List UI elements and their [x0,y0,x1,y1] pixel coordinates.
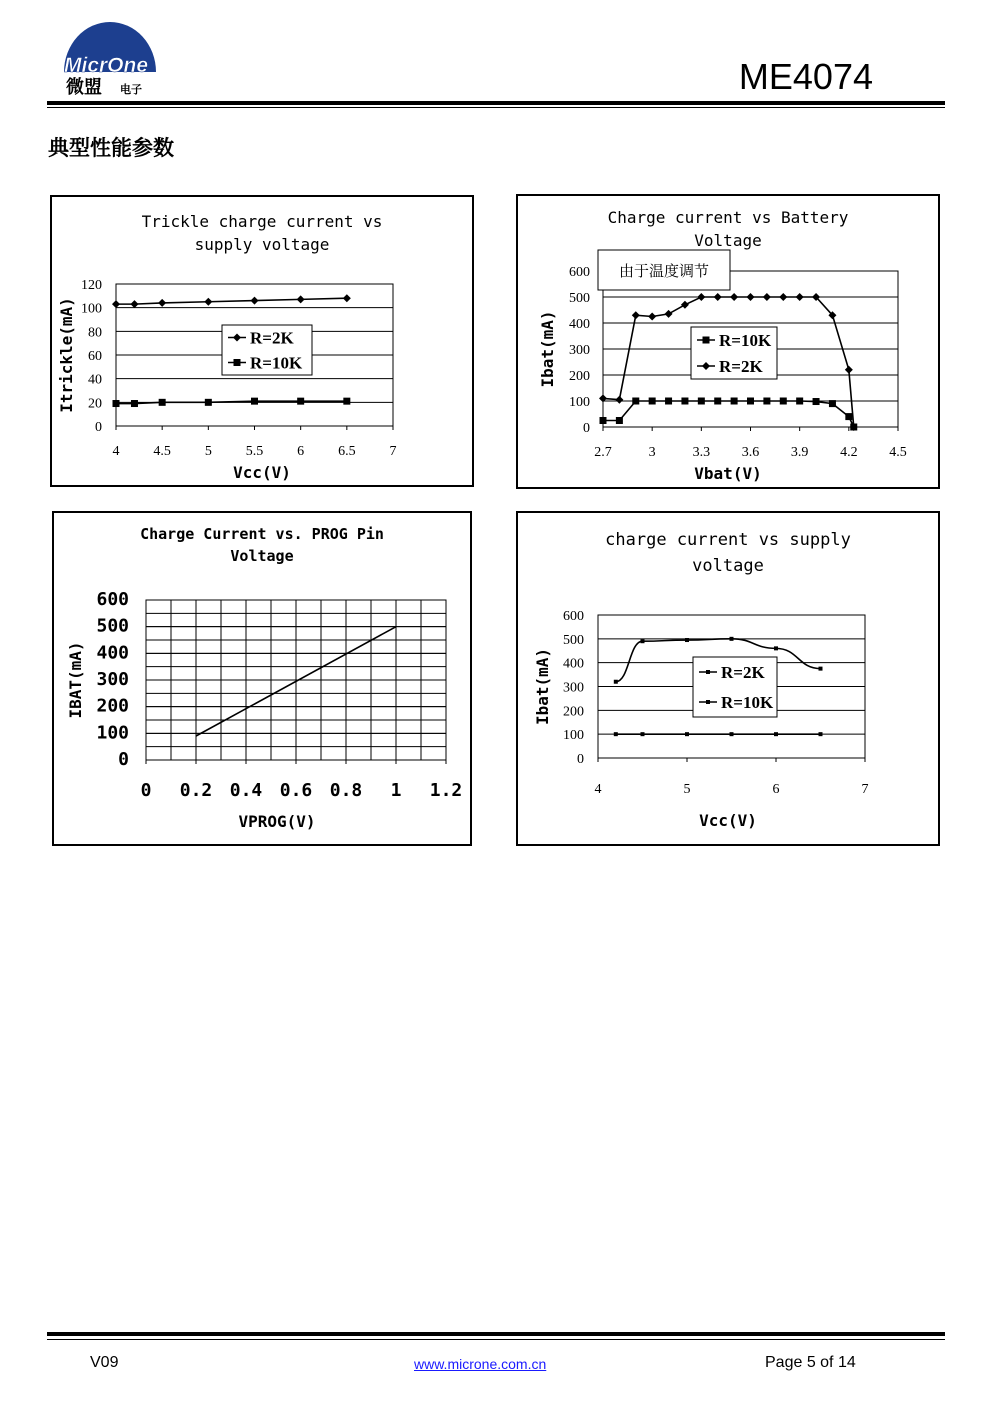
chart-prog [54,513,470,844]
data-point [297,398,304,405]
x-tick-label: 1.2 [429,780,463,801]
footer-version: V09 [90,1354,119,1371]
chart-title: voltage [692,556,764,576]
chart-trickle [52,197,472,485]
y-tick-label: 600 [96,589,129,610]
y-tick-label: 500 [563,632,584,648]
chart-title: charge current vs supply [605,530,851,550]
x-tick-label: 4.5 [889,445,907,460]
data-point [600,417,607,424]
data-point [641,732,645,736]
legend-swatch-marker [706,670,710,674]
footer-url-link[interactable]: www.microne.com.cn [414,1356,547,1372]
y-tick-label: 120 [81,278,102,293]
legend-swatch-marker [234,359,241,366]
y-axis-label: Ibat(mA) [538,310,557,388]
y-tick-label: 100 [96,722,129,744]
y-tick-label: 0 [118,749,129,770]
data-point [343,398,350,405]
x-tick-label: 0.4 [229,780,263,801]
data-point [763,293,771,301]
x-tick-label: 4 [594,782,602,797]
x-tick-label: 3.3 [692,445,711,460]
chart-title: Voltage [694,231,762,250]
data-point [780,398,787,405]
y-tick-label: 600 [569,265,590,280]
data-point [774,646,778,650]
x-tick-label: 0.2 [179,780,213,801]
y-tick-label: 300 [563,680,584,696]
x-tick-label: 3.6 [741,445,760,460]
chart-title: Voltage [230,547,294,565]
logo-text-cn: 微盟 [66,77,102,98]
x-tick-label: 6.5 [338,444,356,459]
header-rule [47,101,945,105]
series-line [116,298,347,304]
x-tick-label: 3.9 [790,445,809,460]
data-point [681,301,689,309]
data-point [681,398,688,405]
data-point [665,310,673,318]
logo-text-cn-small: 电子 [120,83,142,96]
x-tick-label: 5 [204,444,212,459]
chart-panel-battery [516,194,940,489]
chart-supply [518,513,938,844]
y-tick-label: 20 [88,396,102,412]
x-tick-label: 4.5 [153,444,171,459]
footer-page-number: Page 5 of 14 [765,1354,856,1371]
x-tick-label: 1 [390,780,402,801]
x-tick-label: 6 [297,444,305,459]
data-point [131,400,138,407]
x-tick-label: 4.2 [840,445,858,460]
data-point [649,398,656,405]
data-point [774,732,778,736]
y-tick-label: 0 [95,420,102,435]
y-axis-label: IBAT(mA) [66,641,85,719]
document-title: ME4074 [738,56,873,97]
data-point [158,299,166,307]
data-point [648,313,656,321]
data-point [112,300,120,308]
data-point [845,413,852,420]
y-tick-label: 300 [569,343,590,358]
y-tick-label: 40 [88,372,102,388]
data-point [698,398,705,405]
data-point [730,637,734,641]
y-tick-label: 200 [569,369,590,384]
data-point [297,295,305,303]
x-axis-label: Vcc(V) [699,811,757,830]
data-point [113,400,120,407]
chart-title: Charge current vs Battery [607,208,849,227]
legend-swatch-marker [703,337,710,344]
legend-label: R=10K [250,353,303,373]
data-point [665,398,672,405]
y-tick-label: 500 [96,615,129,637]
data-point [614,680,618,684]
data-point [205,399,212,406]
data-point [616,417,623,424]
legend-label: R=10K [721,693,774,712]
data-point [615,396,623,404]
data-point [796,398,803,405]
y-tick-label: 600 [563,609,584,624]
x-axis-label: Vbat(V) [694,464,762,483]
y-tick-label: 400 [569,317,590,332]
data-point [813,398,820,405]
y-tick-label: 200 [96,695,129,717]
legend-label: R=2K [250,328,294,348]
x-tick-label: 7 [861,782,869,797]
data-point [730,732,734,736]
annotation-text: 由于温度调节 [618,262,710,280]
data-point [159,399,166,406]
y-tick-label: 100 [81,301,102,317]
footer-rule [47,1332,945,1336]
y-tick-label: 100 [569,395,590,410]
legend-label: R=2K [719,357,763,376]
data-point [632,398,639,405]
data-point [641,639,645,643]
chart-battery [518,196,938,487]
chart-title: Charge Current vs. PROG Pin [140,525,384,543]
data-point [685,638,689,642]
data-point [251,398,258,405]
x-axis-label: Vcc(V) [233,463,291,482]
y-axis-label: Ibat(mA) [533,647,552,726]
y-tick-label: 0 [577,752,584,767]
logo-text-en: MicrOne [64,54,149,77]
y-tick-label: 200 [563,704,584,720]
data-point [796,293,804,301]
x-tick-label: 0.8 [329,780,363,801]
data-point [747,398,754,405]
data-point [130,300,138,308]
data-point [747,293,755,301]
chart-title: Trickle charge current vs [141,212,383,231]
data-point [845,366,853,374]
footer-rule-thin [47,1339,945,1340]
header-rule-thin [47,107,945,108]
x-tick-label: 2.7 [594,445,612,460]
x-tick-label: 3 [648,445,656,460]
data-point [251,297,259,305]
x-tick-label: 0.6 [279,780,313,801]
data-point [685,732,689,736]
data-point [819,667,823,671]
data-point [763,398,770,405]
data-point [697,293,705,301]
legend-label: R=2K [721,663,765,682]
chart-title: supply voltage [194,235,330,254]
x-tick-label: 0 [140,780,152,801]
data-point [632,311,640,319]
y-tick-label: 500 [569,291,590,306]
y-tick-label: 400 [563,656,584,672]
x-tick-label: 7 [389,444,397,459]
x-axis-label: VPROG(V) [238,812,316,831]
y-tick-label: 300 [96,669,129,690]
microne-logo [58,10,168,100]
legend-label: R=10K [719,331,772,350]
y-tick-label: 100 [563,728,584,744]
data-point [714,398,721,405]
y-axis-label: Itrickle(mA) [57,297,76,413]
x-tick-label: 4 [112,444,120,459]
y-tick-label: 0 [583,421,590,436]
section-title: 典型性能参数 [48,136,174,160]
data-point [730,293,738,301]
x-tick-label: 5 [683,782,691,797]
data-point [819,732,823,736]
x-tick-label: 6 [772,782,780,797]
data-point [779,293,787,301]
data-point [714,293,722,301]
chart-panel-prog [52,511,472,846]
data-point [614,732,618,736]
data-point [343,294,351,302]
data-point [731,398,738,405]
legend-swatch-marker [706,700,710,704]
x-tick-label: 5.5 [245,444,264,459]
chart-panel-trickle [50,195,474,487]
y-tick-label: 60 [88,349,102,364]
data-point [204,298,212,306]
chart-panel-supply [516,511,940,846]
data-point [829,400,836,407]
y-tick-label: 400 [96,642,129,664]
y-tick-label: 80 [88,325,102,341]
